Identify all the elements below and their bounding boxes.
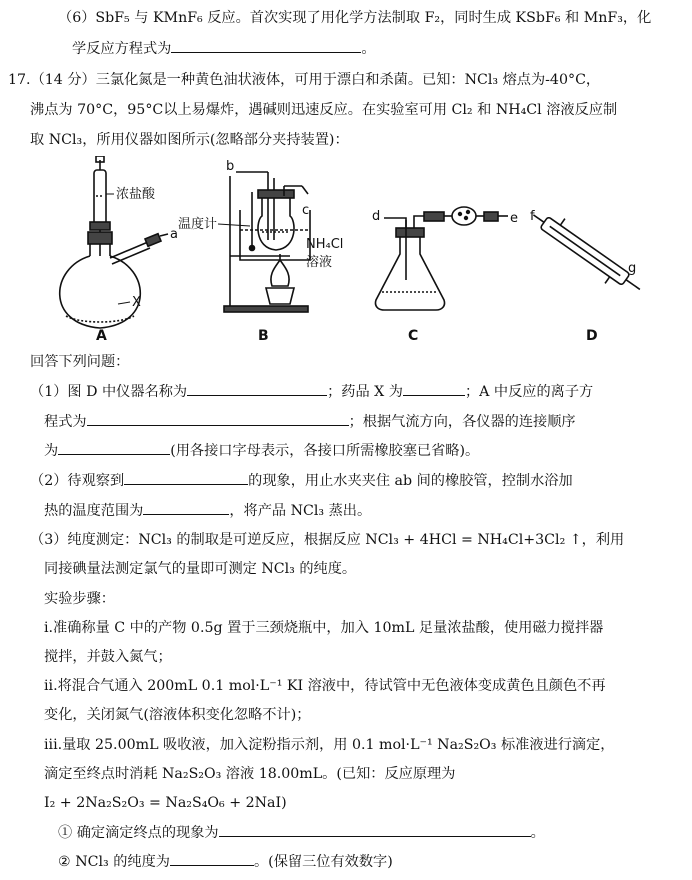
apparatus-B: [224, 172, 310, 312]
step3-line2: 滴定至终点时消耗 Na₂S₂O₃ 溶液 18.00mL。(已知：反应原理为: [44, 766, 456, 782]
label-e: e: [510, 211, 518, 226]
q1-text-c: ；A 中反应的离子方: [464, 384, 594, 400]
label-hcl: 浓盐酸: [116, 187, 156, 202]
caption-C: C: [408, 328, 419, 344]
q1-text-f: 为: [44, 443, 59, 459]
q1-blank-reagent[interactable]: [403, 381, 465, 396]
q17-line3: 取 NCl₃，所用仪器如图所示(忽略部分夹持装置)：: [30, 132, 349, 148]
sub1-period: 。: [530, 825, 545, 841]
sub1-text: ① 确定滴定终点的现象为: [58, 825, 219, 841]
label-b: b: [226, 159, 235, 174]
apparatus-A: [60, 156, 168, 328]
q6-line1: （6）SbF₅ 与 KMnF₆ 反应。首次实现了用化学方法制取 F₂，同时生成 KSbF₆ 和 MnF₃，化: [58, 10, 652, 26]
caption-D: D: [586, 328, 598, 344]
q1-text-e: ；根据气流方向，各仪器的连接顺序: [348, 414, 576, 430]
q2-text-c: 热的温度范围为: [44, 503, 144, 519]
label-g: g: [628, 261, 637, 276]
q1-text-a: （1）图 D 中仪器名称为: [30, 384, 188, 400]
sub1-blank-endpoint[interactable]: [219, 822, 531, 837]
apparatus-diagram: [40, 156, 660, 346]
q1-text-d: 程式为: [44, 414, 87, 430]
label-a: a: [170, 227, 178, 242]
q1-blank-order[interactable]: [58, 440, 170, 455]
apparatus-C: [375, 207, 508, 310]
label-x: X: [132, 295, 141, 310]
q17-line1: 17.（14 分）三氯化氮是一种黄色油状液体，可用于漂白和杀菌。已知：NCl₃ 熔点为-40°C，: [8, 72, 601, 88]
sub2-tail: 。(保留三位有效数字): [253, 854, 393, 870]
q1-line2: [44, 411, 576, 432]
q1-blank-instrument[interactable]: [187, 381, 327, 396]
sub2-text: ② NCl₃ 的纯度为: [58, 854, 170, 870]
step2-line1: ii.将混合气通入 200mL 0.1 mol·L⁻¹ KI 溶液中，待试管中无色液体变成黄色且颜色不再: [44, 678, 606, 694]
q6-prompt: 学反应方程式为: [72, 41, 172, 57]
q3-line2: 同接碘量法测定氯气的量即可测定 NCl₃ 的纯度。: [44, 561, 357, 577]
questions-intro: 回答下列问题：: [30, 354, 130, 370]
q6-answer-blank[interactable]: [171, 38, 361, 53]
q2-text-a: （2）待观察到: [30, 473, 125, 489]
sub2-blank-purity[interactable]: [170, 851, 254, 866]
q2-text-d: ，将产品 NCl₃ 蒸出。: [229, 503, 372, 519]
sub1-line: [58, 822, 545, 843]
step2-line2: 变化，关闭氮气(溶液体积变化忽略不计)；: [44, 707, 311, 723]
sub2-line: [58, 851, 393, 872]
step3-line1: iii.量取 25.00mL 吸收液，加入淀粉指示剂，用 0.1 mol·L⁻¹ Na₂S₂O₃ 标准液进行滴定，: [44, 737, 615, 753]
label-f: f: [530, 209, 535, 224]
q2-line2: [44, 500, 371, 521]
apparatus-D: [525, 203, 649, 302]
q1-blank-equation[interactable]: [87, 411, 349, 426]
q1-text-g: (用各接口字母表示，各接口所需橡胶塞已省略)。: [170, 443, 480, 459]
q1-text-b: ；药品 X 为: [327, 384, 403, 400]
q2-blank-phenomenon[interactable]: [124, 470, 248, 485]
q1-line3: [44, 440, 479, 461]
step1-line2: 搅拌，并鼓入氮气；: [44, 649, 172, 665]
label-thermometer: 温度计: [178, 217, 218, 232]
label-d: d: [372, 209, 381, 224]
q6-period: 。: [361, 41, 376, 57]
caption-B: B: [258, 328, 269, 344]
label-nh4cl: NH₄Cl: [306, 237, 344, 252]
label-c: c: [302, 203, 310, 218]
titration-equation: I₂ + 2Na₂S₂O₃ = Na₂S₄O₆ + 2NaI): [44, 795, 287, 811]
caption-A: A: [96, 328, 107, 344]
q2-line1: [30, 470, 573, 491]
q1-line1: [30, 381, 593, 402]
q2-blank-temperature[interactable]: [143, 500, 229, 515]
q2-text-b: 的现象，用止水夹夹住 ab 间的橡胶管，控制水浴加: [248, 473, 573, 489]
steps-title: 实验步骤：: [44, 591, 115, 607]
step1-line1: i.准确称量 C 中的产物 0.5g 置于三颈烧瓶中，加入 10mL 足量浓盐酸，使用磁力搅拌器: [44, 620, 604, 636]
q6-line2: [72, 38, 376, 59]
q17-line2: 沸点为 70°C，95°C以上易爆炸，遇碱则迅速反应。在实验室可用 Cl₂ 和 NH₄Cl 溶液反应制: [30, 102, 618, 118]
q3-line1: （3）纯度测定：NCl₃ 的制取是可逆反应，根据反应 NCl₃ + 4HCl = NH₄Cl+3Cl₂ ↑，利用: [30, 532, 625, 548]
label-solution: 溶液: [306, 255, 333, 270]
